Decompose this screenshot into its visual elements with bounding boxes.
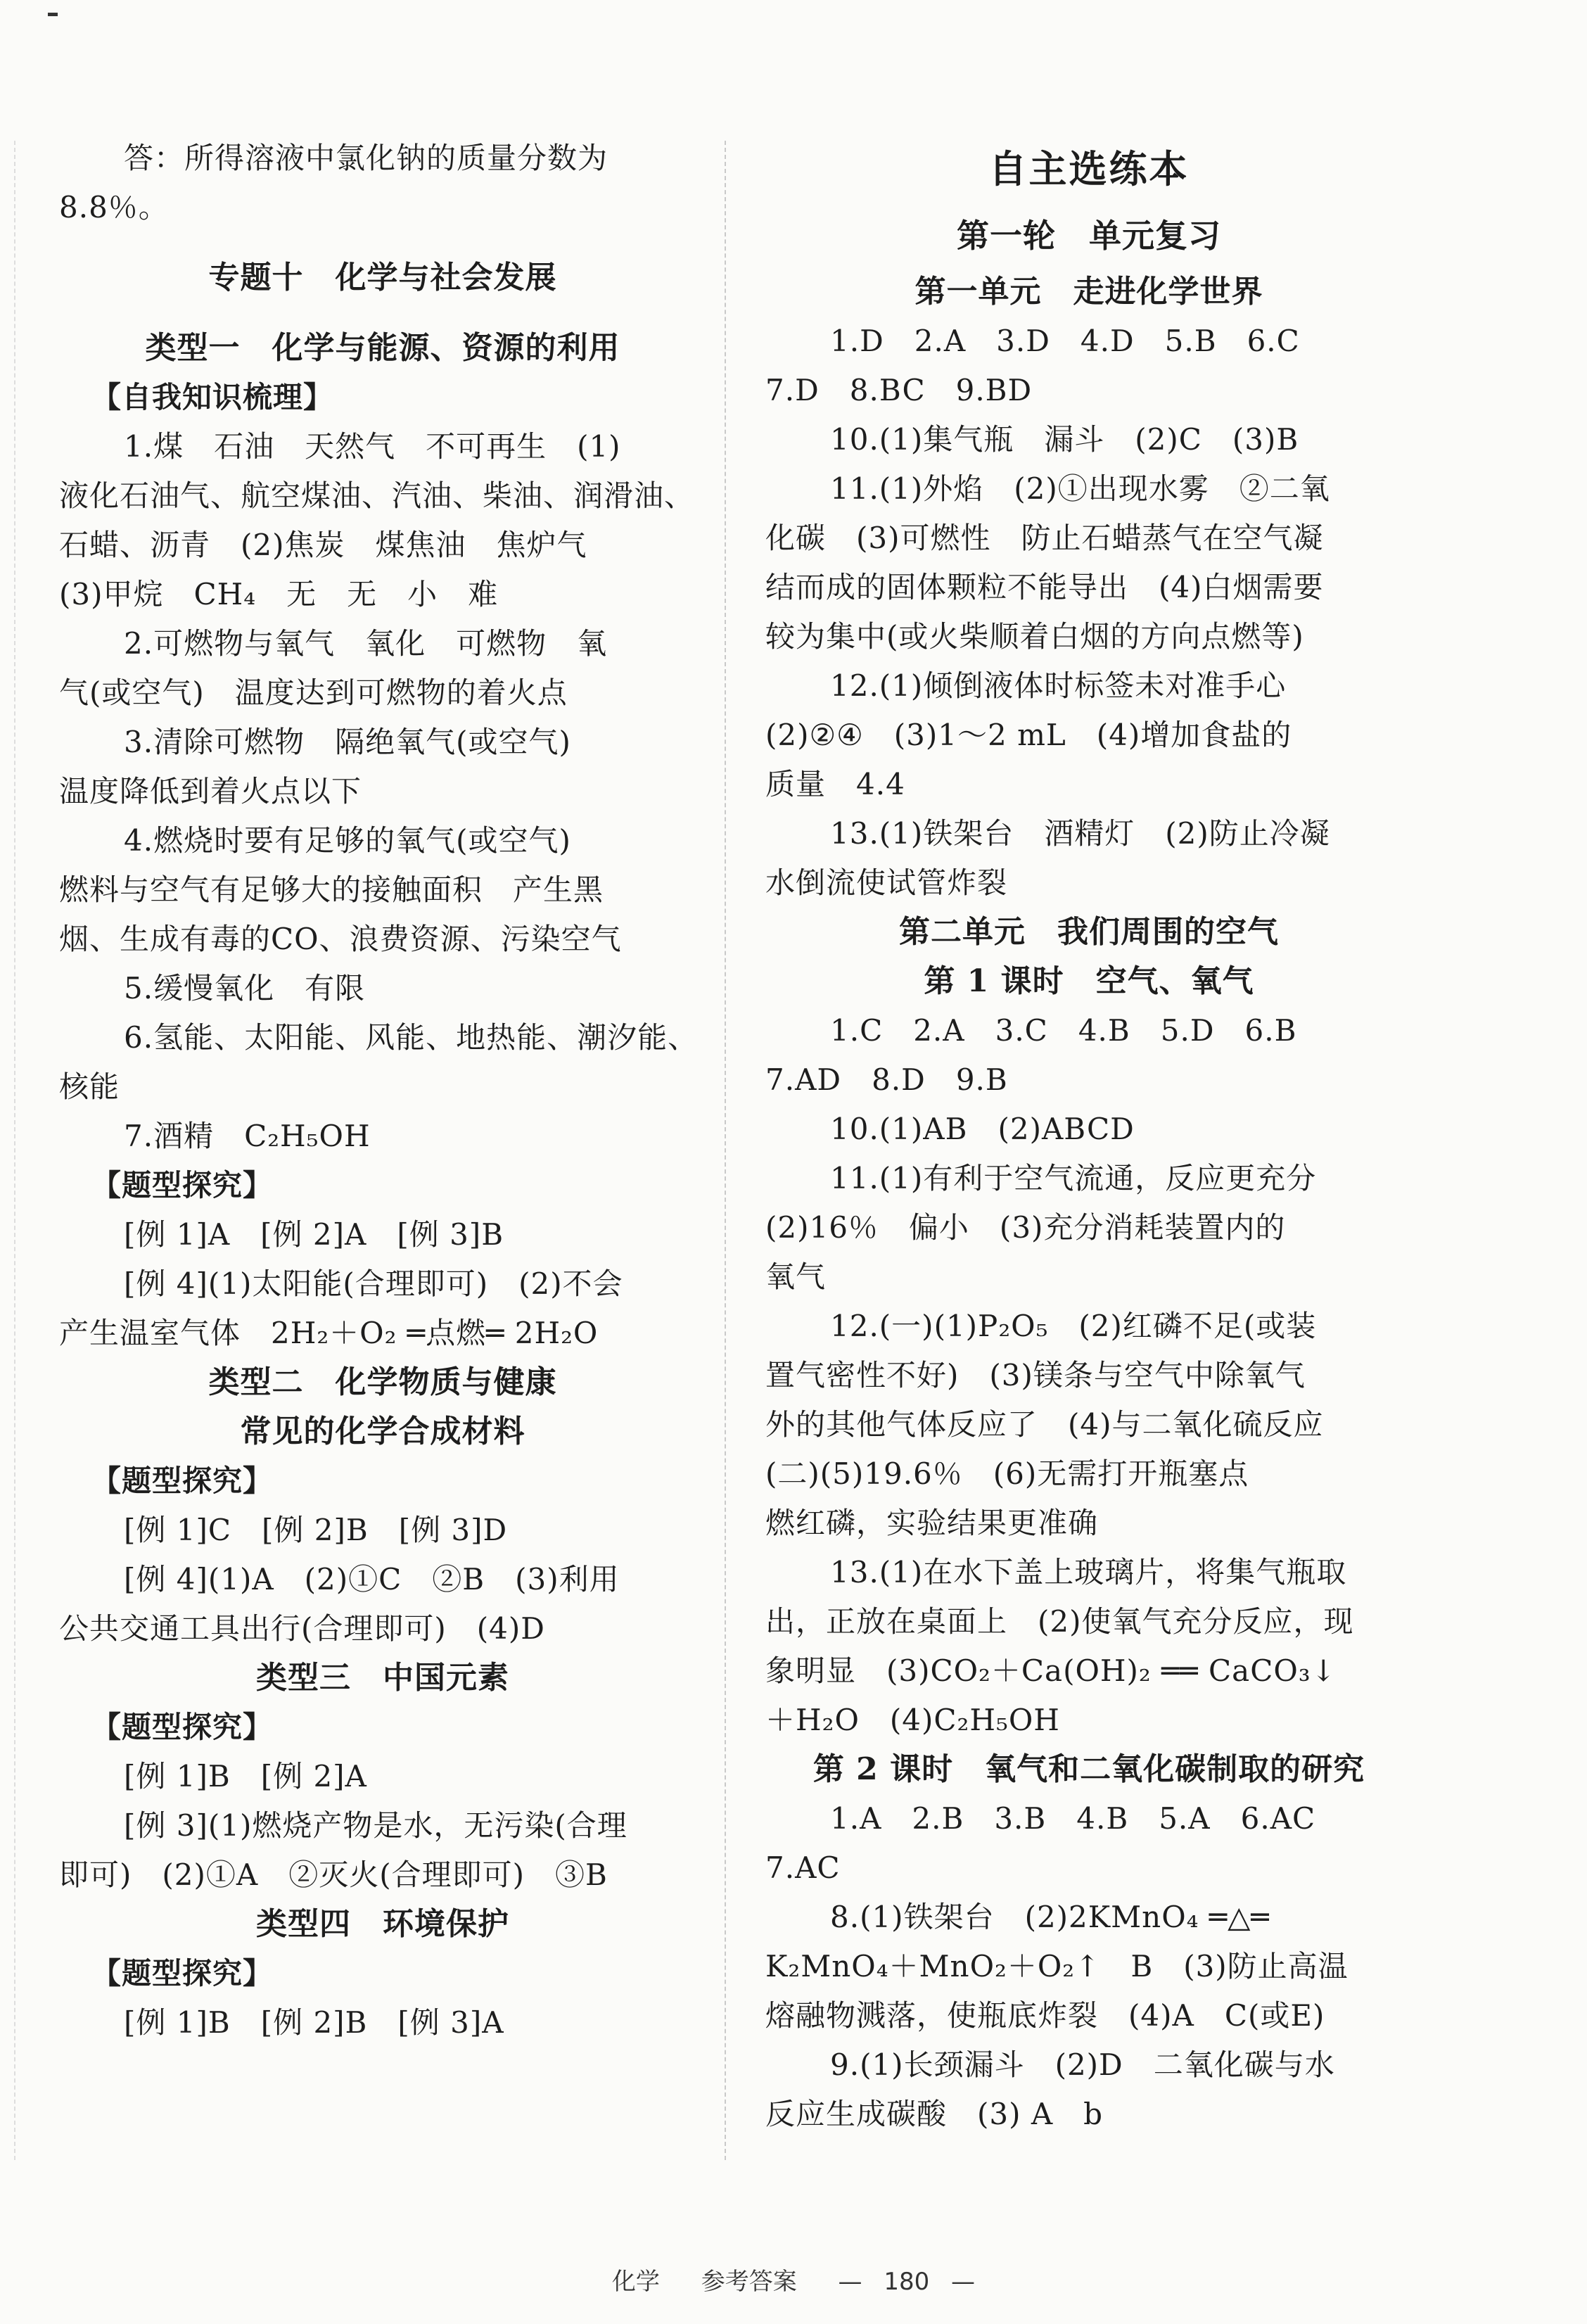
unit-heading: 第一单元 走进化学世界	[914, 274, 1263, 310]
subheading: 【题型探究】	[91, 1710, 274, 1744]
text-line: [例 3](1)燃烧产物是水，无污染(合理	[124, 1808, 627, 1843]
footer-section: 参考答案	[701, 2268, 797, 2296]
text-line: 9.(1)长颈漏斗 (2)D 二氧化碳与水	[830, 2047, 1335, 2082]
text-line: 质量 4.4	[765, 767, 905, 801]
text-line: 气(或空气) 温度达到可燃物的着火点	[59, 675, 568, 710]
text-line: 1.C 2.A 3.C 4.B 5.D 6.B	[830, 1013, 1297, 1048]
text-line: 液化石油气、航空煤油、汽油、柴油、润滑油、	[59, 478, 695, 513]
subheading: 【题型探究】	[91, 1168, 274, 1202]
lesson-heading: 第 2 课时 氧气和二氧化碳制取的研究	[812, 1751, 1365, 1787]
text-line: [例 1]B [例 2]A	[124, 1759, 367, 1793]
book-title: 自主选练本	[988, 146, 1190, 191]
text-line: 答：所得溶液中氯化钠的质量分数为	[124, 141, 608, 175]
left-margin-rule	[14, 141, 15, 2160]
text-line: 7.酒精 C₂H₅OH	[124, 1119, 371, 1153]
text-line: 11.(1)有利于空气流通，反应更充分	[830, 1161, 1317, 1195]
scan-mark	[48, 13, 58, 16]
text-line: (2)16％ 偏小 (3)充分消耗装置内的	[765, 1210, 1286, 1245]
text-line: 6.氢能、太阳能、风能、地热能、潮汐能、	[124, 1020, 699, 1055]
text-line: 5.缓慢氧化 有限	[124, 971, 366, 1005]
right-column	[765, 134, 1413, 2139]
text-line: 燃红磷，实验结果更准确	[765, 1506, 1099, 1540]
text-line: 1.D 2.A 3.D 4.D 5.B 6.C	[830, 324, 1300, 358]
footer-subject: 化学	[611, 2268, 660, 2296]
topic-heading: 专题十 化学与社会发展	[208, 260, 557, 296]
round-heading: 第一轮 单元复习	[957, 217, 1221, 255]
text-line: 13.(1)铁架台 酒精灯 (2)防止冷凝	[830, 816, 1330, 851]
text-line: 13.(1)在水下盖上玻璃片，将集气瓶取	[830, 1555, 1347, 1589]
text-line: [例 1]B [例 2]B [例 3]A	[124, 2005, 504, 2040]
text-line: [例 4](1)太阳能(合理即可) (2)不会	[124, 1266, 623, 1301]
text-line: 燃料与空气有足够大的接触面积 产生黑	[59, 872, 604, 907]
unit-heading: 第二单元 我们周围的空气	[899, 914, 1279, 950]
text-line: 3.清除可燃物 隔绝氧气(或空气)	[124, 725, 571, 759]
section-heading: 类型一 化学与能源、资源的利用	[145, 330, 620, 366]
text-line: K₂MnO₄＋MnO₂＋O₂↑ B (3)防止高温	[765, 1949, 1349, 1983]
subheading: 【题型探究】	[91, 1956, 274, 1990]
text-line: 较为集中(或火柴顺着白烟的方向点燃等)	[765, 619, 1304, 654]
text-line: 7.AC	[765, 1850, 841, 1885]
text-line: 10.(1)AB (2)ABCD	[830, 1112, 1135, 1146]
text-line: 7.AD 8.D 9.B	[765, 1062, 1008, 1097]
text-line: 公共交通工具出行(合理即可) (4)D	[59, 1611, 545, 1646]
section-heading: 类型二 化学物质与健康	[208, 1364, 557, 1400]
page-footer	[0, 2262, 1587, 2297]
text-line: (2)②④ (3)1～2 mL (4)增加食盐的	[765, 718, 1292, 752]
text-line: 石蜡、沥青 (2)焦炭 煤焦油 焦炉气	[59, 528, 587, 562]
text-line: [例 4](1)A (2)①C ②B (3)利用	[124, 1562, 620, 1596]
text-line: (二)(5)19.6％ (6)无需打开瓶塞点	[765, 1456, 1249, 1491]
text-line: 1.煤 石油 天然气 不可再生 (1)	[124, 429, 621, 464]
text-line: 8.(1)铁架台 (2)2KMnO₄ ═△═	[830, 1900, 1270, 1934]
text-line: 10.(1)集气瓶 漏斗 (2)C (3)B	[830, 422, 1299, 457]
text-line: 2.可燃物与氧气 氧化 可燃物 氧	[124, 626, 608, 661]
section-heading: 常见的化学合成材料	[240, 1414, 525, 1449]
text-line: 水倒流使试管炸裂	[765, 865, 1008, 900]
text-line: 温度降低到着火点以下	[59, 774, 362, 808]
text-line: [例 1]C [例 2]B [例 3]D	[124, 1513, 508, 1547]
column-divider	[725, 141, 726, 2160]
text-line: 象明显 (3)CO₂＋Ca(OH)₂ ══ CaCO₃↓	[765, 1653, 1337, 1688]
text-line: 化碳 (3)可燃性 防止石蜡蒸气在空气凝	[765, 521, 1324, 555]
section-heading: 类型三 中国元素	[256, 1660, 509, 1696]
lesson-heading: 第 1 课时 空气、氧气	[924, 963, 1254, 999]
text-line: 置气密性不好) (3)镁条与空气中除氧气	[765, 1358, 1306, 1392]
subheading: 【自我知识梳理】	[91, 380, 334, 414]
text-line: 1.A 2.B 3.B 4.B 5.A 6.AC	[830, 1801, 1316, 1836]
text-line: 即可) (2)①A ②灭火(合理即可) ③B	[59, 1858, 608, 1892]
text-line: 11.(1)外焰 (2)①出现水雾 ②二氧	[830, 471, 1330, 506]
text-line: 结而成的固体颗粒不能导出 (4)白烟需要	[765, 570, 1324, 604]
subheading: 【题型探究】	[91, 1463, 274, 1498]
text-line: 氧气	[765, 1259, 827, 1294]
section-heading: 类型四 环境保护	[256, 1906, 509, 1942]
text-line: ＋H₂O (4)C₂H₅OH	[765, 1703, 1060, 1737]
left-column	[59, 134, 706, 2047]
text-line: 核能	[59, 1069, 120, 1104]
text-line: 出，正放在桌面上 (2)使氧气充分反应，现	[765, 1604, 1354, 1639]
text-line: 反应生成碳酸 (3) A b	[765, 2097, 1104, 2131]
text-line: 熔融物溅落，使瓶底炸裂 (4)A C(或E)	[765, 1998, 1325, 2033]
text-line: 7.D 8.BC 9.BD	[765, 373, 1033, 407]
text-line: 8.8％。	[59, 190, 169, 224]
text-line: (3)甲烷 CH₄ 无 无 小 难	[59, 577, 499, 611]
page-number: — 180 —	[838, 2268, 976, 2296]
text-line: 烟、生成有毒的CO、浪费资源、污染空气	[59, 922, 622, 956]
text-line: 4.燃烧时要有足够的氧气(或空气)	[124, 823, 571, 858]
text-line: 产生温室气体 2H₂＋O₂ ═点燃═ 2H₂O	[59, 1316, 599, 1350]
text-line: 12.(1)倾倒液体时标签未对准手心	[830, 668, 1287, 703]
text-line: 外的其他气体反应了 (4)与二氧化硫反应	[765, 1407, 1324, 1442]
text-line: [例 1]A [例 2]A [例 3]B	[124, 1217, 504, 1252]
text-line: 12.(一)(1)P₂O₅ (2)红磷不足(或装	[830, 1309, 1317, 1343]
